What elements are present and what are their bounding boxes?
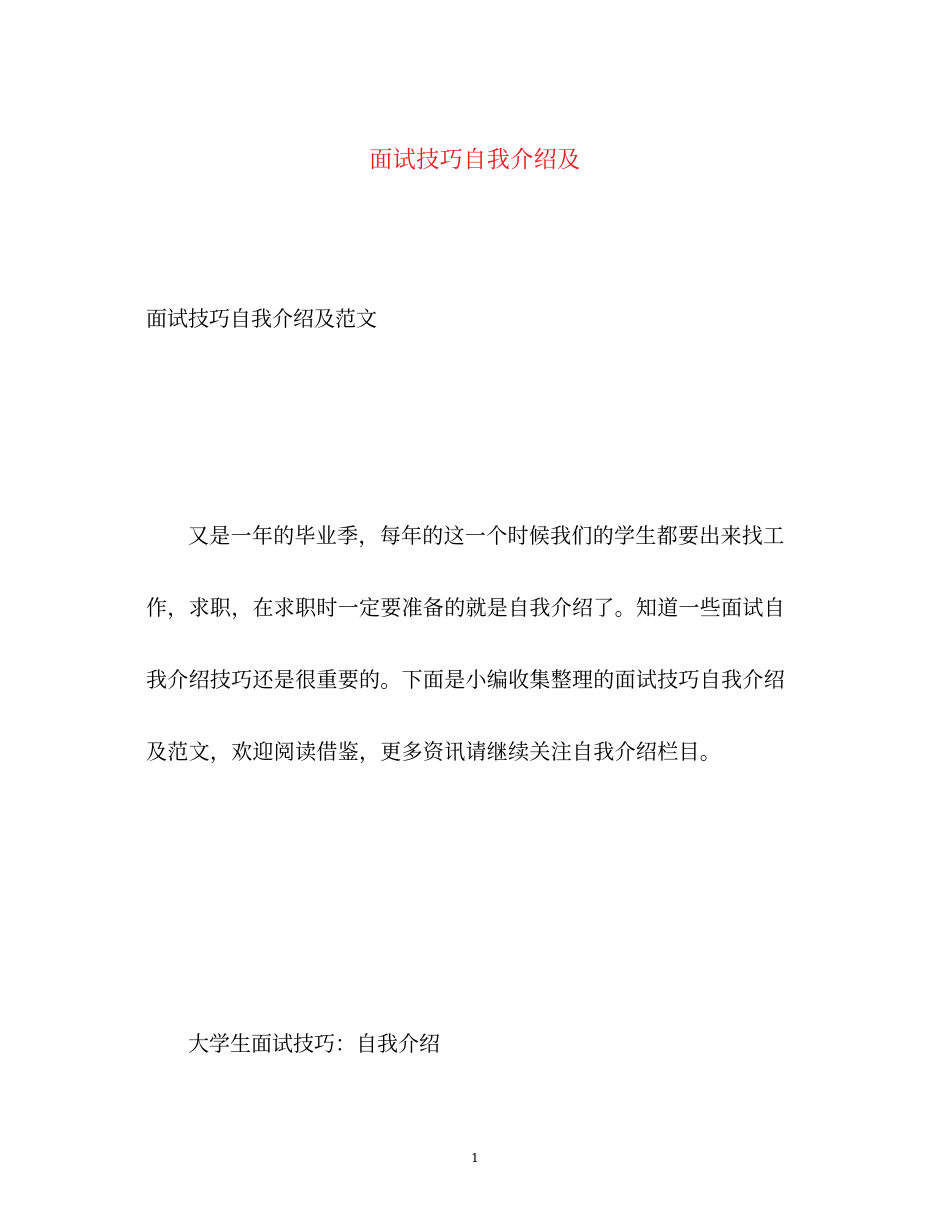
paragraph-line-2: 作，求职，在求职时一定要准备的就是自我介绍了。知道一些面试自	[146, 596, 785, 620]
document-title: 面试技巧自我介绍及	[369, 147, 581, 173]
paragraph-line-4: 及范文，欢迎阅读借鉴，更多资讯请继续关注自我介绍栏目。	[146, 740, 722, 764]
paragraph-line-3: 我介绍技巧还是很重要的。下面是小编收集整理的面试技巧自我介绍	[146, 668, 785, 692]
page-number: 1	[471, 1151, 479, 1165]
document-subtitle: 面试技巧自我介绍及范文	[146, 307, 377, 331]
paragraph-line-1: 又是一年的毕业季，每年的这一个时候我们的学生都要出来找工	[188, 524, 785, 548]
section-heading: 大学生面试技巧：自我介绍	[188, 1032, 440, 1056]
